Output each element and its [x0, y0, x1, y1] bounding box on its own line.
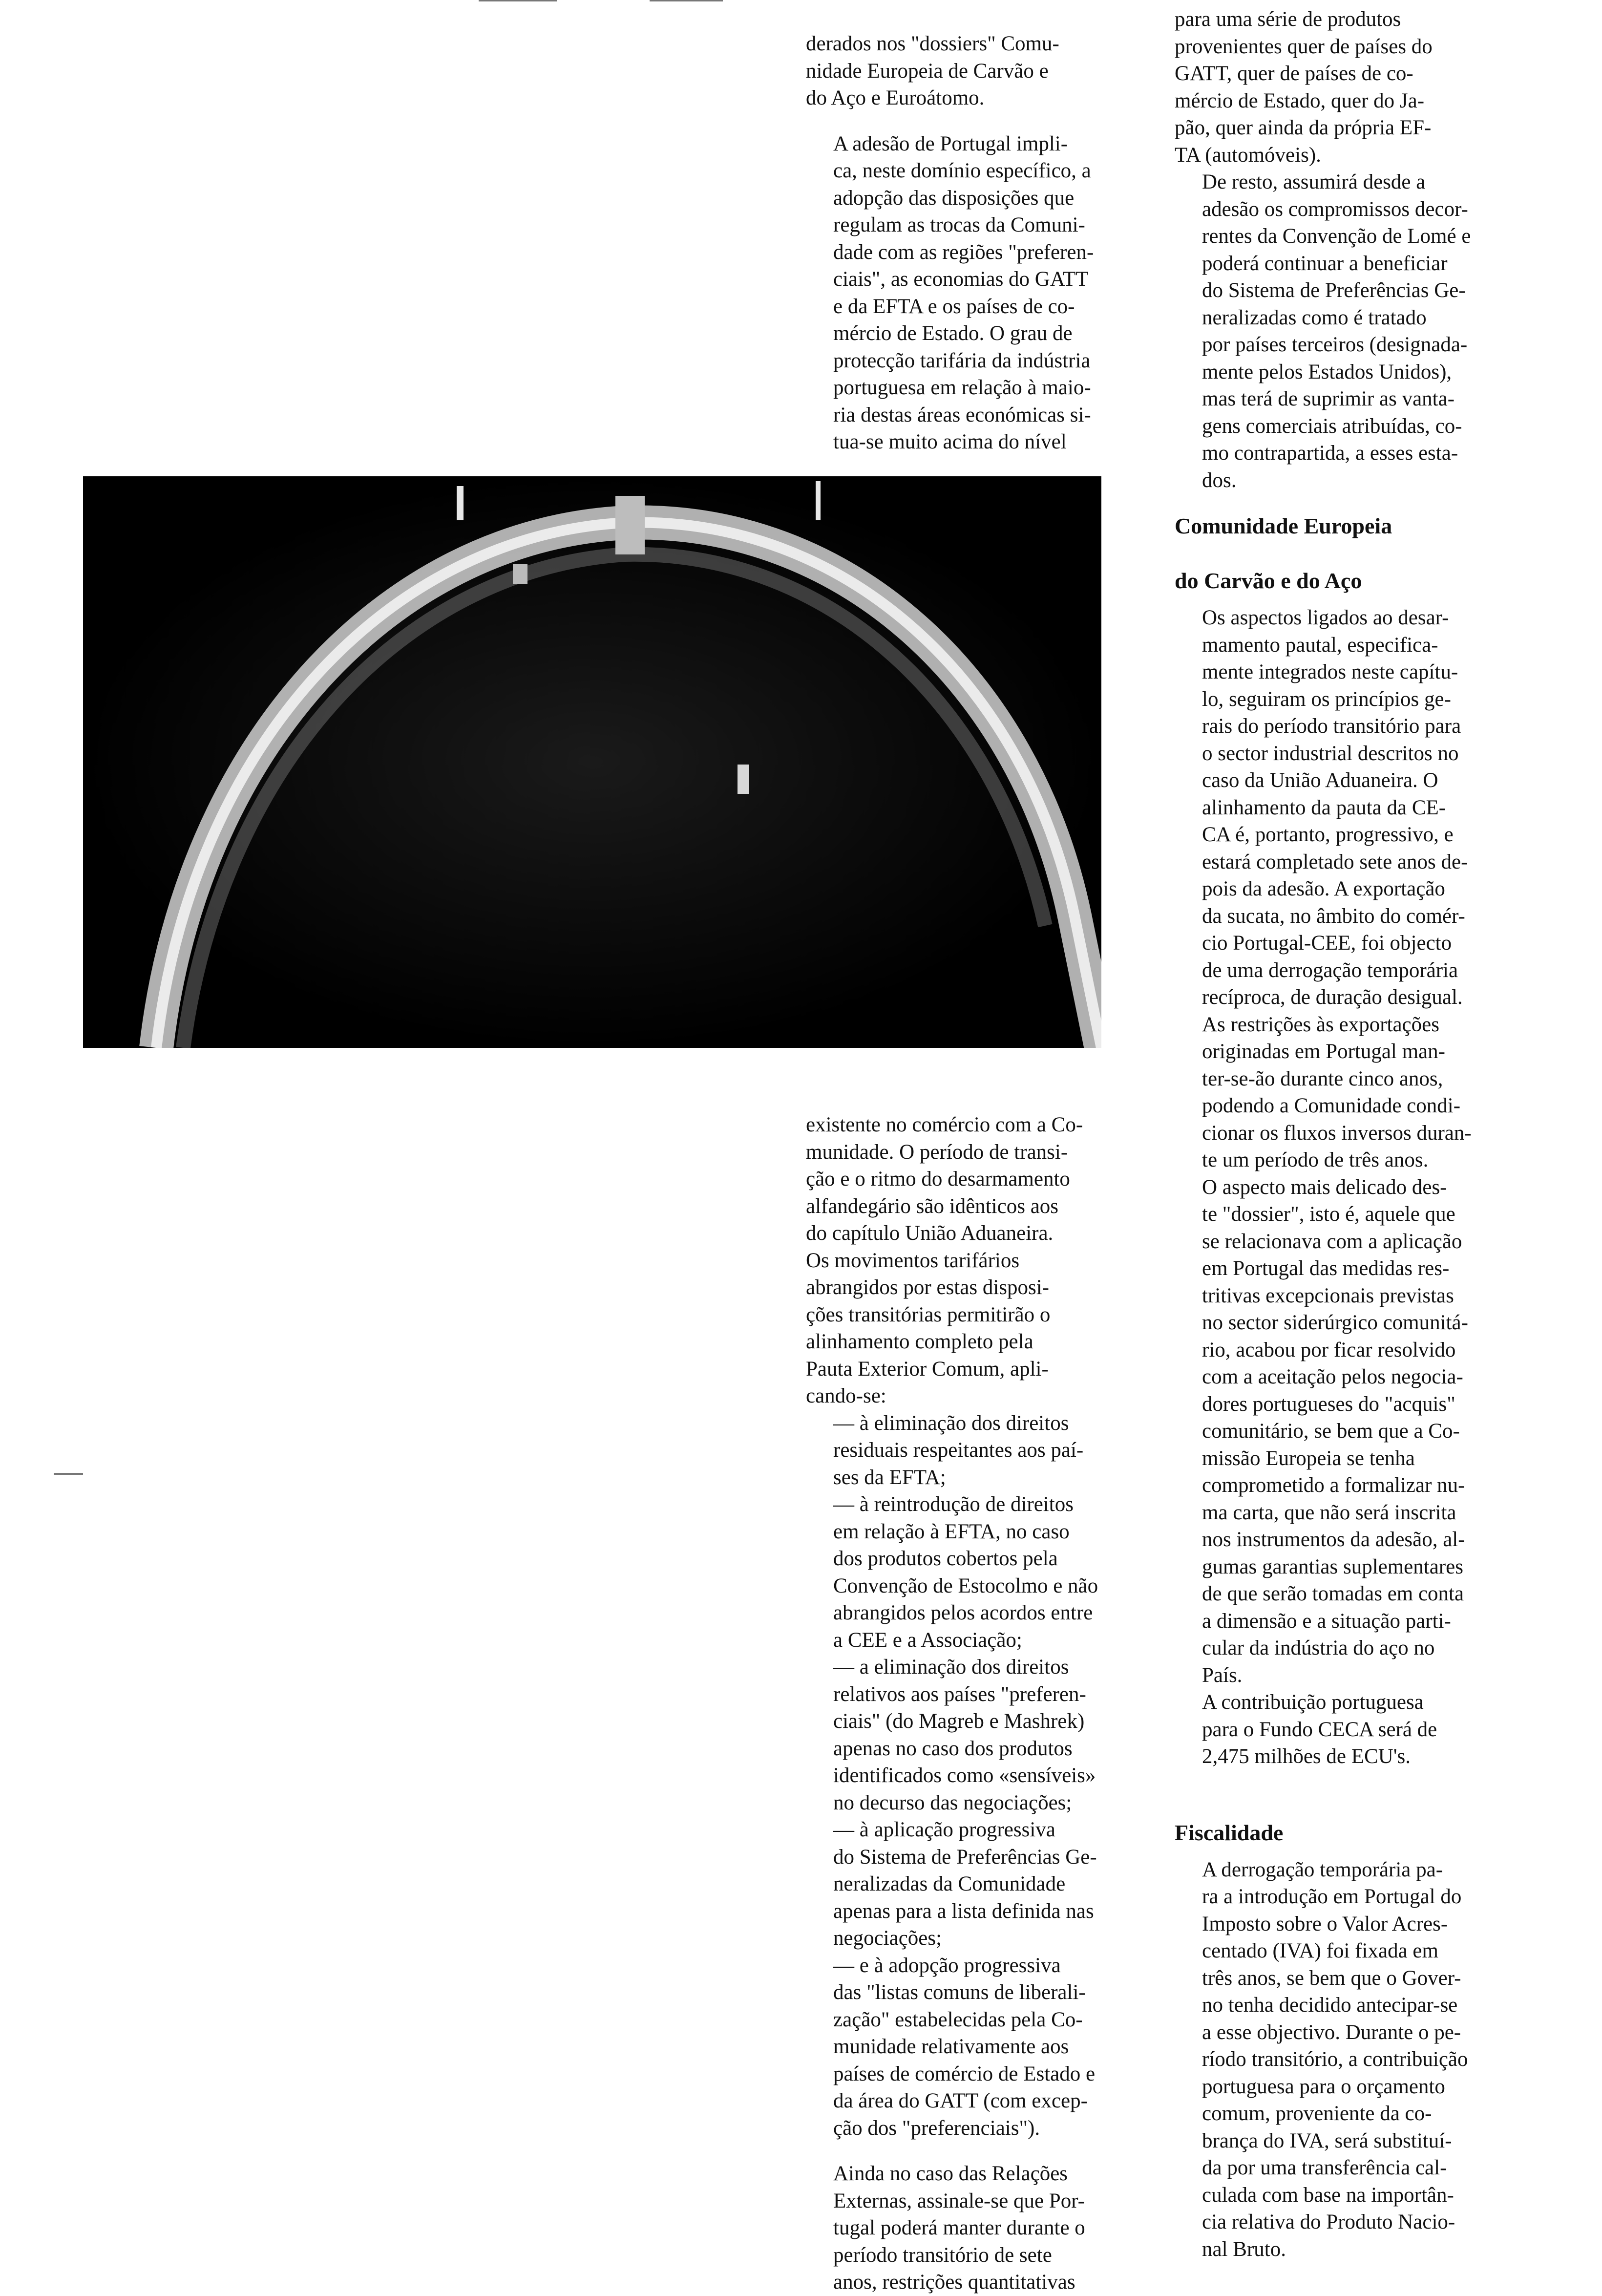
text-line: missão Europeia se tenha: [1202, 1446, 1415, 1470]
text-line: negociações;: [833, 1927, 942, 1950]
text-line: o sector industrial descritos no: [1202, 742, 1459, 765]
text-line: Pauta Exterior Comum, apli-: [806, 1357, 1049, 1381]
text-line: O aspecto mais delicado des-: [1202, 1175, 1447, 1199]
text-line: do Aço e Euroátomo.: [806, 86, 985, 109]
text-line: cando-se:: [806, 1384, 886, 1407]
paragraph-9: [1175, 1689, 1512, 1770]
paragraph-1: [806, 30, 1154, 112]
column-a: [806, 30, 1154, 456]
scan-mark: [54, 1473, 83, 1475]
paragraph-3: [806, 1111, 1143, 1410]
text-line: anos, restrições quantitativas: [833, 2271, 1075, 2294]
text-line: derados nos "dossiers" Comu-: [806, 32, 1059, 55]
text-line: mércio de Estado. O grau de: [833, 322, 1073, 345]
text-line: nal Bruto.: [1202, 2237, 1286, 2261]
text-line: — à reintrodução de direitos: [833, 1493, 1074, 1516]
paragraph-8: [1175, 1174, 1512, 1689]
text-line: originadas em Portugal man-: [1202, 1040, 1445, 1063]
photograph-arc: [83, 476, 1101, 1048]
text-line: do Sistema de Preferências Ge-: [1202, 279, 1466, 302]
text-line: ra a introdução em Portugal do: [1202, 1885, 1462, 1908]
text-line: de que serão tomadas em conta: [1202, 1582, 1464, 1605]
text-line: — e à adopção progressiva: [833, 1954, 1061, 1977]
text-line: portuguesa em relação à maio-: [833, 376, 1091, 399]
arc-image: [83, 476, 1101, 1048]
text-line: A derrogação temporária pa-: [1202, 1858, 1443, 1881]
text-line: apenas para a lista definida nas: [833, 1899, 1094, 1923]
text-line: a CEE e a Associação;: [833, 1628, 1022, 1652]
text-line: cionar os fluxos inversos duran-: [1202, 1121, 1472, 1145]
text-line: ca, neste domínio específico, a: [833, 159, 1091, 182]
paragraph-6: [1175, 169, 1512, 494]
text-line: Ainda no caso das Relações: [833, 2162, 1068, 2185]
text-line: ciais" (do Magreb e Mashrek): [833, 1710, 1085, 1733]
text-line: De resto, assumirá desde a: [1202, 170, 1426, 193]
text-line: comunitário, se bem que a Co-: [1202, 1420, 1460, 1443]
text-line: existente no comércio com a Co-: [806, 1113, 1083, 1136]
scan-mark: [479, 0, 557, 1]
text-line: Os aspectos ligados ao desar-: [1202, 606, 1449, 629]
text-line: munidade. O período de transi-: [806, 1140, 1068, 1164]
text-line: neralizadas da Comunidade: [833, 1872, 1066, 1895]
text-line: tritivas excepcionais previstas: [1202, 1284, 1454, 1307]
text-line: no tenha decidido antecipar-se: [1202, 1994, 1458, 2017]
paragraph-2: [806, 130, 1154, 456]
text-line: — a eliminação dos direitos: [833, 1656, 1069, 1679]
text-line: adopção das disposições que: [833, 186, 1075, 210]
list-item: [806, 1816, 1143, 1952]
text-line: de uma derrogação temporária: [1202, 958, 1458, 982]
text-line: tugal poderá manter durante o: [833, 2216, 1085, 2239]
text-line: ções transitórias permitirão o: [806, 1303, 1051, 1326]
text-line: pão, quer ainda da própria EF-: [1175, 116, 1432, 139]
section-heading-fiscalidade: Fiscalidade: [1175, 1820, 1284, 1845]
list-item: [806, 1952, 1143, 2142]
text-line: do Sistema de Preferências Ge-: [833, 1845, 1097, 1869]
text-line: dade com as regiões "preferen-: [833, 240, 1094, 264]
text-line: cular da indústria do aço no: [1202, 1637, 1435, 1659]
text-line: As restrições às exportações: [1202, 1013, 1439, 1036]
text-line: poderá continuar a beneficiar: [1202, 252, 1448, 275]
text-line: alinhamento completo pela: [806, 1330, 1033, 1353]
text-line: A adesão de Portugal impli-: [833, 132, 1068, 155]
text-line: ríodo transitório, a contribuição: [1202, 2048, 1468, 2071]
scan-mark: [650, 0, 723, 1]
text-line: mo contrapartida, a esses esta-: [1202, 442, 1458, 465]
text-line: te "dossier", isto é, aquele que: [1202, 1203, 1455, 1226]
text-line: alinhamento da pauta da CE-: [1202, 796, 1446, 819]
text-line: ter-se-ão durante cinco anos,: [1202, 1067, 1443, 1090]
text-line: ria destas áreas económicas si-: [833, 403, 1091, 426]
text-line: para uma série de produtos: [1175, 8, 1401, 31]
text-line: ciais", as economias do GATT: [833, 268, 1089, 291]
text-line: Imposto sobre o Valor Acres-: [1202, 1912, 1448, 1935]
text-line: — à eliminação dos direitos: [833, 1411, 1069, 1435]
text-line: podendo a Comunidade condi-: [1202, 1094, 1461, 1117]
text-line: ses da EFTA;: [833, 1466, 946, 1489]
section-heading-ceca: [1175, 512, 1512, 595]
column-c: [1175, 6, 1512, 2263]
text-line: mente integrados neste capítu-: [1202, 660, 1458, 683]
text-line: comprometido a formalizar nu-: [1202, 1474, 1465, 1497]
text-line: do capítulo União Aduaneira.: [806, 1222, 1054, 1245]
text-line: para o Fundo CECA será de: [1202, 1718, 1437, 1741]
text-line: no sector siderúrgico comunitá-: [1202, 1311, 1468, 1334]
text-line: culada com base na importân-: [1202, 2183, 1454, 2207]
text-line: da sucata, no âmbito do comér-: [1202, 904, 1465, 928]
text-line: mércio de Estado, quer do Ja-: [1175, 89, 1425, 112]
text-line: dos produtos cobertos pela: [833, 1547, 1058, 1570]
text-line: Convenção de Estocolmo e não: [833, 1574, 1098, 1597]
text-line: abrangidos pelos acordos entre: [833, 1601, 1093, 1624]
paragraph-5: [1175, 6, 1512, 169]
text-line: recíproca, de duração desigual.: [1202, 986, 1463, 1009]
text-line: países de comércio de Estado e: [833, 2062, 1096, 2085]
text-line: residuais respeitantes aos paí-: [833, 1439, 1084, 1462]
text-line: CA é, portanto, progressivo, e: [1202, 823, 1454, 846]
text-line: te um período de três anos.: [1202, 1148, 1429, 1171]
heading-line: Comunidade Europeia: [1175, 513, 1392, 538]
text-line: ção e o ritmo do desarmamento: [806, 1168, 1070, 1191]
text-line: caso da União Aduaneira. O: [1202, 769, 1438, 792]
text-line: rentes da Convenção de Lomé e: [1202, 225, 1471, 248]
text-line: período transitório de sete: [833, 2243, 1052, 2267]
text-line: três anos, se bem que o Gover-: [1202, 1966, 1461, 1990]
list-item: [806, 1491, 1143, 1654]
text-line: gens comerciais atribuídas, co-: [1202, 414, 1462, 438]
text-line: brança do IVA, será substituí-: [1202, 2129, 1452, 2152]
text-line: comum, proveniente da co-: [1202, 2102, 1432, 2125]
heading-line: do Carvão e do Aço: [1175, 568, 1362, 593]
text-line: portuguesa para o orçamento: [1202, 2075, 1445, 2098]
text-line: Externas, assinale-se que Por-: [833, 2189, 1085, 2212]
paragraph-4: [806, 2160, 1143, 2296]
text-line: provenientes quer de países do: [1175, 35, 1433, 58]
text-line: — à aplicação progressiva: [833, 1818, 1055, 1841]
text-line: nos instrumentos da adesão, al-: [1202, 1528, 1465, 1551]
text-line: GATT, quer de países de co-: [1175, 62, 1413, 85]
list-item: [806, 1410, 1143, 1491]
text-line: dores portugueses do "acquis": [1202, 1392, 1455, 1416]
text-line: País.: [1202, 1663, 1243, 1687]
text-line: identificados como «sensíveis»: [833, 1764, 1096, 1787]
text-line: em relação à EFTA, no caso: [833, 1520, 1070, 1543]
text-line: zação" estabelecidas pela Co-: [833, 2008, 1083, 2031]
text-line: apenas no caso dos produtos: [833, 1737, 1073, 1760]
text-line: da por uma transferência cal-: [1202, 2156, 1447, 2179]
text-line: no decurso das negociações;: [833, 1791, 1072, 1814]
text-line: a esse objectivo. Durante o pe-: [1202, 2020, 1461, 2044]
text-line: alfandegário são idênticos aos: [806, 1194, 1059, 1218]
text-line: mente pelos Estados Unidos),: [1202, 360, 1452, 383]
text-line: em Portugal das medidas res-: [1202, 1257, 1450, 1280]
text-line: A contribuição portuguesa: [1202, 1691, 1424, 1714]
text-line: neralizadas como é tratado: [1202, 306, 1427, 329]
text-line: das "listas comuns de liberali-: [833, 1981, 1086, 2004]
text-line: a dimensão e a situação parti-: [1202, 1609, 1451, 1633]
text-line: com a aceitação pelos negocia-: [1202, 1365, 1463, 1388]
text-line: 2,475 milhões de ECU's.: [1202, 1745, 1411, 1768]
text-line: mamento pautal, especifica-: [1202, 633, 1438, 657]
text-line: ma carta, que não será inscrita: [1202, 1501, 1456, 1524]
text-line: rio, acabou por ficar resolvido: [1202, 1338, 1456, 1361]
paragraph-10: [1175, 1856, 1512, 2263]
text-line: regulam as trocas da Comuni-: [833, 213, 1085, 236]
text-line: pois da adesão. A exportação: [1202, 877, 1445, 900]
text-line: munidade relativamente aos: [833, 2035, 1069, 2058]
text-line: mas terá de suprimir as vanta-: [1202, 387, 1455, 410]
text-line: ção dos "preferenciais").: [833, 2116, 1040, 2140]
text-line: centado (IVA) foi fixada em: [1202, 1939, 1438, 1962]
text-line: adesão os compromissos decor-: [1202, 197, 1468, 221]
paragraph-7: [1175, 604, 1512, 1174]
text-line: cia relativa do Produto Nacio-: [1202, 2211, 1455, 2233]
column-b: [806, 1111, 1143, 2296]
text-line: se relacionava com a aplicação: [1202, 1230, 1462, 1253]
text-line: rais do período transitório para: [1202, 715, 1461, 738]
text-line: lo, seguiram os princípios ge-: [1202, 687, 1451, 711]
text-line: relativos aos países "preferen-: [833, 1682, 1086, 1706]
text-line: e da EFTA e os países de co-: [833, 295, 1075, 318]
text-line: Os movimentos tarifários: [806, 1249, 1020, 1272]
text-line: TA (automóveis).: [1175, 143, 1321, 167]
text-line: da área do GATT (com excep-: [833, 2089, 1088, 2112]
text-line: estará completado sete anos de-: [1202, 850, 1468, 873]
list-item: [806, 1654, 1143, 1816]
text-line: gumas garantias suplementares: [1202, 1555, 1463, 1578]
text-line: tua-se muito acima do nível: [833, 430, 1067, 453]
text-line: nidade Europeia de Carvão e: [806, 59, 1049, 83]
text-line: cio Portugal-CEE, foi objecto: [1202, 932, 1452, 955]
text-line: abrangidos por estas disposi-: [806, 1276, 1050, 1299]
text-line: protecção tarifária da indústria: [833, 349, 1091, 372]
text-line: dos.: [1202, 468, 1237, 492]
text-line: por países terceiros (designada-: [1202, 333, 1468, 356]
